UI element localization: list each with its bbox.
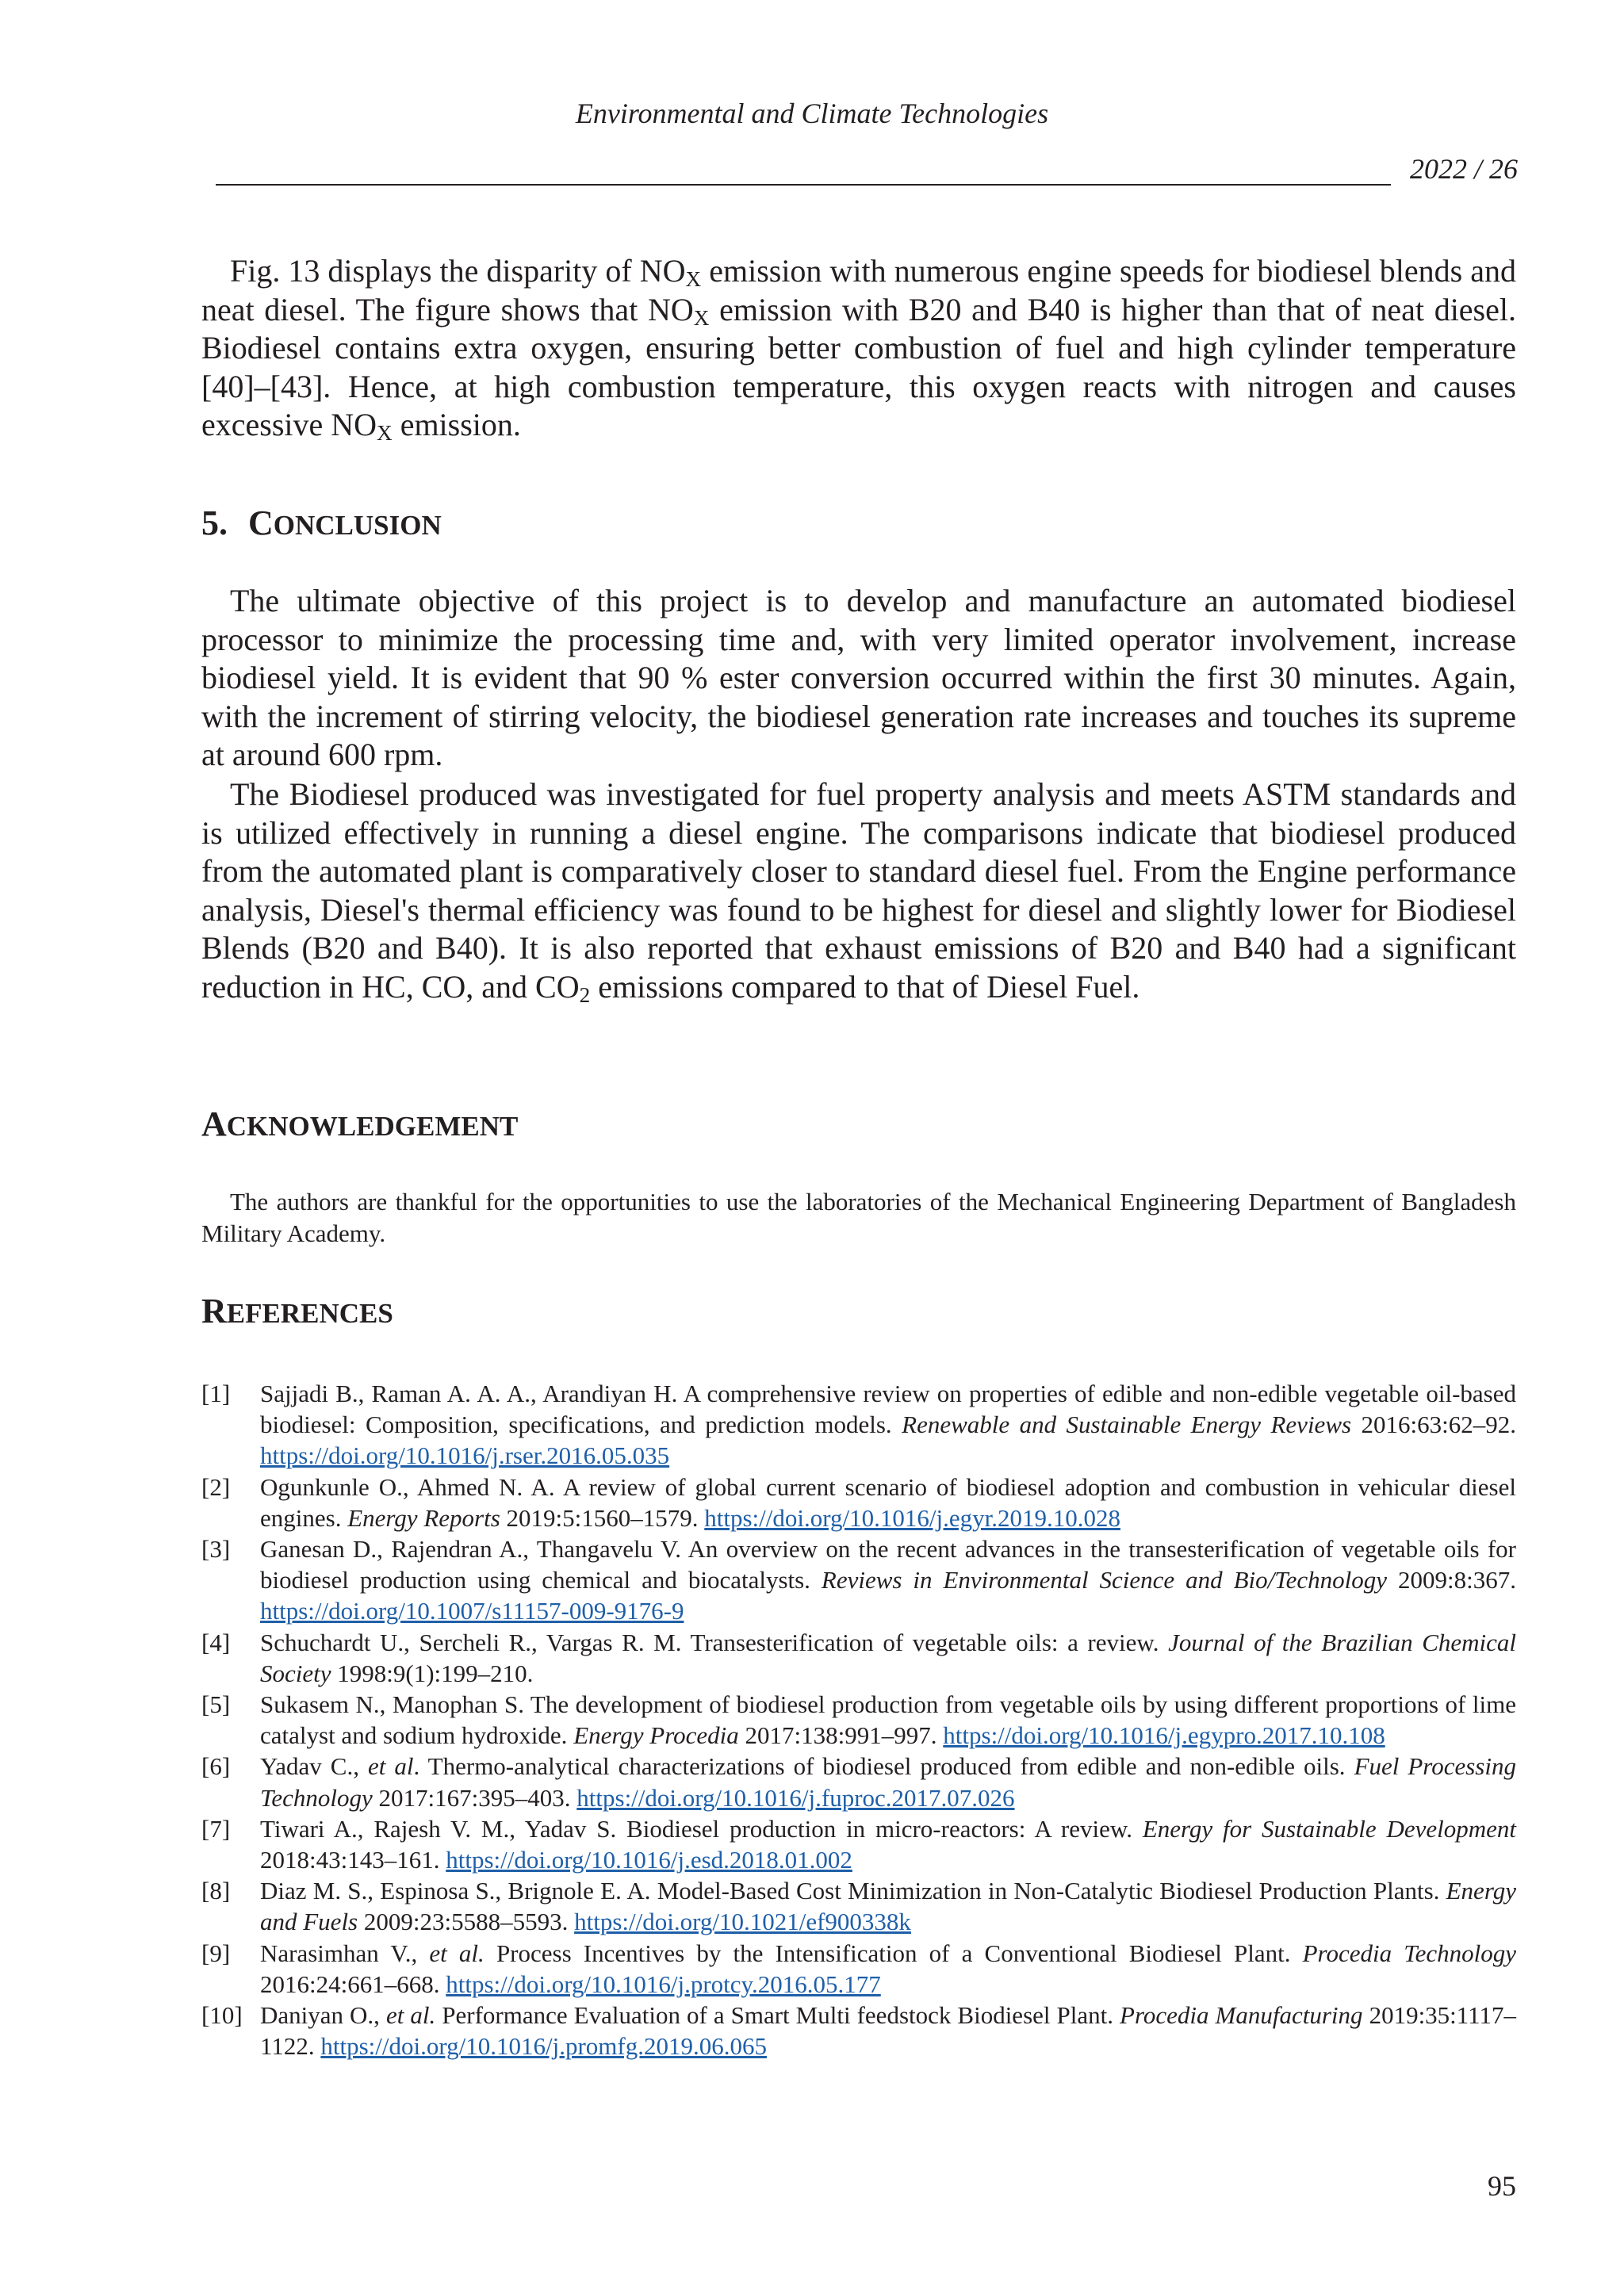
reference-journal: Reviews in Environmental Science and Bio/Technology [821,1566,1388,1594]
reference-item: [4] Schuchardt U., Sercheli R., Vargas R. M. Transesterification of vegetable oils: a review. Journal of the Brazilian Chemical Society 1998:9(1):199–210. [201,1628,1516,1687]
reference-doi-link[interactable]: https://doi.org/10.1016/j.egypro.2017.10.108 [943,1721,1385,1750]
reference-doi-link[interactable]: https://doi.org/10.1016/j.esd.2018.01.002 [446,1846,852,1874]
reference-number: [2] [201,1472,231,1501]
acknowledgement-heading: ACKNOWLEDGEMENT [201,1104,519,1143]
reference-doi-link[interactable]: https://doi.org/10.1016/j.fuproc.2017.07.026 [576,1783,1015,1812]
reference-number: [4] [201,1628,231,1656]
reference-journal: Energy Procedia [573,1721,739,1750]
reference-number: [5] [201,1690,231,1719]
reference-doi-link[interactable]: https://doi.org/10.1021/ef900338k [574,1908,911,1936]
reference-item: [6] Yadav C., et al. Thermo-analytical characterizations of biodiesel produced from edible and non-edible oils. Fuel Processing Technology 2017:167:395–403. https://doi.org/10.1016/j.fuproc.2017.07.026 [201,1752,1516,1812]
reference-doi-link[interactable]: https://doi.org/10.1007/s11157-009-9176-9 [260,1597,684,1625]
reference-journal: Journal of the Brazilian Chemical Society [260,1628,1516,1687]
reference-journal: Fuel Processing Technology [260,1752,1516,1812]
reference-list [201,1378,1516,2061]
reference-doi-link[interactable]: https://doi.org/10.1016/j.protcy.2016.05.177 [446,1970,881,1998]
reference-journal: Energy for Sustainable Development [1142,1814,1516,1843]
conclusion-heading: 5. CONCLUSION [201,503,442,542]
reference-item: [5] Sukasem N., Manophan S. The development of biodiesel production from vegetable oils by using different proportions of lime catalyst and sodium hydroxide. Energy Procedia 2017:138:991–997. https://doi.org/10.1016/j.egypro.2017.10.108 [201,1690,1516,1750]
reference-journal: Renewable and Sustainable Energy Reviews [902,1411,1352,1439]
reference-number: [3] [201,1535,231,1564]
page-number: 95 [1488,2170,1516,2202]
issue-label: 2022 / 26 [1409,153,1518,185]
reference-item: [10] Daniyan O., et al. Performance Evaluation of a Smart Multi feedstock Biodiesel Plant. Procedia Manufacturing 2019:35:1117–1122. https://doi.org/10.1016/j.promfg.2019.06.065 [201,2001,1516,2061]
reference-journal: Procedia Technology [1302,1939,1517,1967]
reference-item: [3] Ganesan D., Rajendran A., Thangavelu V. An overview on the recent advances in the transesterification of vegetable oils for biodiesel production using chemical and biocatalysts. Reviews in Environmental Science and Bio/Technology 2009:8:367. https://doi.org/10.1007/s11157-009-9176-9 [201,1535,1516,1625]
reference-journal: Energy and Fuels [260,1877,1516,1936]
nox-paragraph: Fig. 13 displays the disparity of $NO_X$ emission with numerous engine speeds for biodiesel blends and neat diesel. The figure shows that $NO_X$ emission with B20 and B40 is higher than that of neat diesel. Biodiesel contains extra oxygen, ensuring better combustion of fuel and high cylinder temperature [40]–[43]. Hence, at high combustion temperature, this oxygen reacts with nitrogen and causes excessive $NO_X$ emission. [201,253,1516,446]
reference-item: [1] Sajjadi B., Raman A. A. A., Arandiyan H. A comprehensive review on properties of edible and non-edible vegetable oil-based biodiesel: Composition, specifications, and prediction models. Renewable and Sustainable Energy Reviews 2016:63:62–92. https://doi.org/10.1016/j.rser.2016.05.035 [201,1380,1516,1470]
reference-number: [1] [201,1380,231,1407]
acknowledgement-text: The authors are thankful for the opportunities to use the laboratories of the Mechanical Engineering Department of Bangladesh Military Academy. [201,1188,1516,1247]
reference-item: [9] Narasimhan V., et al. Process Incentives by the Intensification of a Conventional Biodiesel Plant. Procedia Technology 2016:24:661–668. https://doi.org/10.1016/j.protcy.2016.05.177 [201,1939,1517,1998]
reference-journal: Energy Reports [347,1503,500,1532]
conclusion-paragraph-2: The Biodiesel produced was investigated for fuel property analysis and meets ASTM standards and is utilized effectively in running a diesel engine. The comparisons indicate that biodiesel produced from the automated plant is comparatively closer to standard diesel fuel. From the Engine performance analysis, Diesel's thermal efficiency was found to be highest for diesel and slightly lower for Biodiesel Blends (B20 and B40). It is also reported that exhaust emissions of B20 and B40 had a significant reduction in HC, CO, and $CO_2$ emissions compared to that of Diesel Fuel. [201,776,1516,1007]
reference-journal: Procedia Manufacturing [1120,2001,1363,2030]
journal-title: Environmental and Climate Technologies [575,98,1049,129]
reference-number: [7] [201,1814,231,1843]
reference-doi-link[interactable]: https://doi.org/10.1016/j.rser.2016.05.035 [260,1441,670,1470]
header-rule [216,184,1391,186]
references-heading: REFERENCES [201,1292,393,1330]
reference-number: [10] [201,2001,243,2030]
conclusion-paragraph-1: The ultimate objective of this project is to develop and manufacture an automated biodiesel processor to minimize the processing time and, with very limited operator involvement, increase biodiesel yield. It is evident that 90 % ester conversion occurred within the first 30 minutes. Again, with the increment of stirring velocity, the biodiesel generation rate increases and touches its supreme at around 600 rpm. [201,583,1516,773]
reference-item: [7] Tiwari A., Rajesh V. M., Yadav S. Biodiesel production in micro-reactors: A review. Energy for Sustainable Development 2018:43:143–161. https://doi.org/10.1016/j.esd.2018.01.002 [201,1814,1516,1874]
reference-doi-link[interactable]: https://doi.org/10.1016/j.egyr.2019.10.028 [704,1503,1120,1532]
reference-item: [8] Diaz M. S., Espinosa S., Brignole E. A. Model-Based Cost Minimization in Non-Catalytic Biodiesel Production Plants. Energy and Fuels 2009:23:5588–5593. https://doi.org/10.1021/ef900338k [201,1877,1516,1936]
reference-number: [8] [201,1877,231,1905]
reference-item: [2] Ogunkunle O., Ahmed N. A. A review of global current scenario of biodiesel adoption and combustion in vehicular diesel engines. Energy Reports 2019:5:1560–1579. https://doi.org/10.1016/j.egyr.2019.10.028 [201,1472,1516,1532]
reference-doi-link[interactable]: https://doi.org/10.1016/j.promfg.2019.06.065 [320,2032,767,2061]
reference-number: [9] [201,1939,231,1967]
reference-number: [6] [201,1752,231,1781]
